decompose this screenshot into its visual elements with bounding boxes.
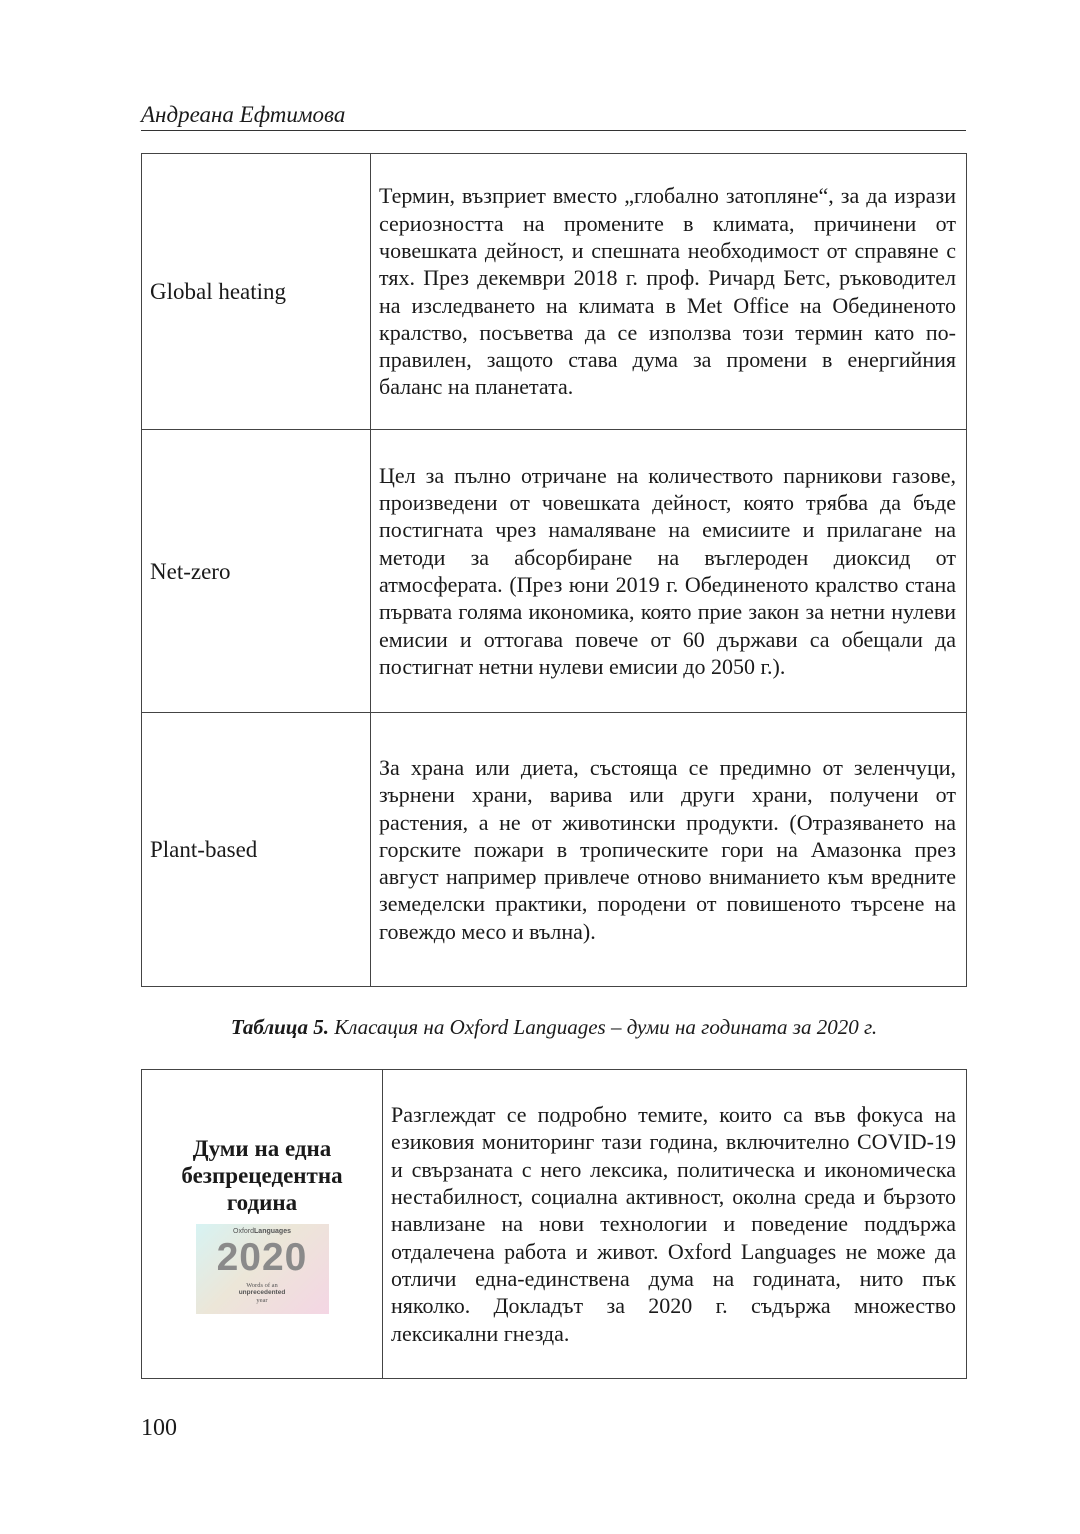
terms-table: [141, 153, 967, 987]
term-heading: Думи на една безпрецедентна година: [181, 1135, 343, 1215]
badge-subtitle: Words of an unprecedented year: [238, 1281, 286, 1304]
words-of-year-table: [141, 1069, 967, 1379]
header-rule: [141, 130, 966, 131]
running-head-author: Андреана Ефтимова: [141, 102, 346, 127]
definition-cell: Разглеждат се подробно темите, които са във фокуса на езиковия мониторинг тази година, включително COVID-19 и свързаната с него лексика, политическа и икономическа нестабилност, социална активност, околна среда и бързото навлизане на нови технологии и поведение поддържа отдалечена работа и живот. Oxford Languages не може да отличи една-единствена дума на годината, нито пък няколко. Докладът за 2020 г. съдържа множество лексикални гнезда.: [383, 1070, 967, 1379]
oxford-2020-badge-image: [196, 1224, 329, 1314]
term-cell: [142, 1070, 383, 1379]
table-row: [142, 713, 967, 987]
table-row: [142, 1070, 967, 1379]
table-caption: [141, 1014, 967, 1040]
page-number: 100: [141, 1415, 177, 1441]
badge-year: 2020: [216, 1235, 308, 1279]
term-cell: Global heating: [142, 154, 371, 430]
caption-label: Таблица 5.: [230, 1015, 329, 1039]
definition-cell: Цел за пълно отричане на количеството парникови газове, произведени от човешката дейност, която трябва да бъде постигната чрез намаляване на емисиите и прилагане на методи за абсорбиране на въглероден диоксид от атмосферата. (През юни 2019 г. Обединеното кралство стана първата голяма икономика, която прие закон за нетни нулеви емисии и оттогава повече от 60 държави са обещали да постигнат нетни нулеви емисии до 2050 г.).: [371, 430, 967, 713]
definition-cell: Термин, възприет вместо „глобално затопляне“, за да изрази сериозността на промените в климата, причинени от човешката дейност, и спешната необходимост от справяне с тях. През декември 2018 г. проф. Ричард Бетс, ръководител на изследването на климата в Met Office на Обединеното кралство, посъветва да се използва този термин като по-правилен, защото става дума за промени в енергийния баланс на планетата.: [371, 154, 967, 430]
badge-brand: OxfordLanguages: [233, 1227, 291, 1235]
table-row: [142, 430, 967, 713]
caption-text: Класация на Oxford Languages – думи на годината за 2020 г.: [329, 1015, 878, 1039]
term-cell: Plant-based: [142, 713, 371, 987]
table-row: [142, 154, 967, 430]
term-cell: Net-zero: [142, 430, 371, 713]
definition-cell: За храна или диета, състояща се предимно от зеленчуци, зърнени храни, варива или други храни, получени от растения, а не от животински продукти. (Отразяването на горските пожари в тропическите гори на Амазонка през август например привлече отново вниманието към вредните земеделски практики, породени от повишеното търсене на говеждо месо и вълна).: [371, 713, 967, 987]
